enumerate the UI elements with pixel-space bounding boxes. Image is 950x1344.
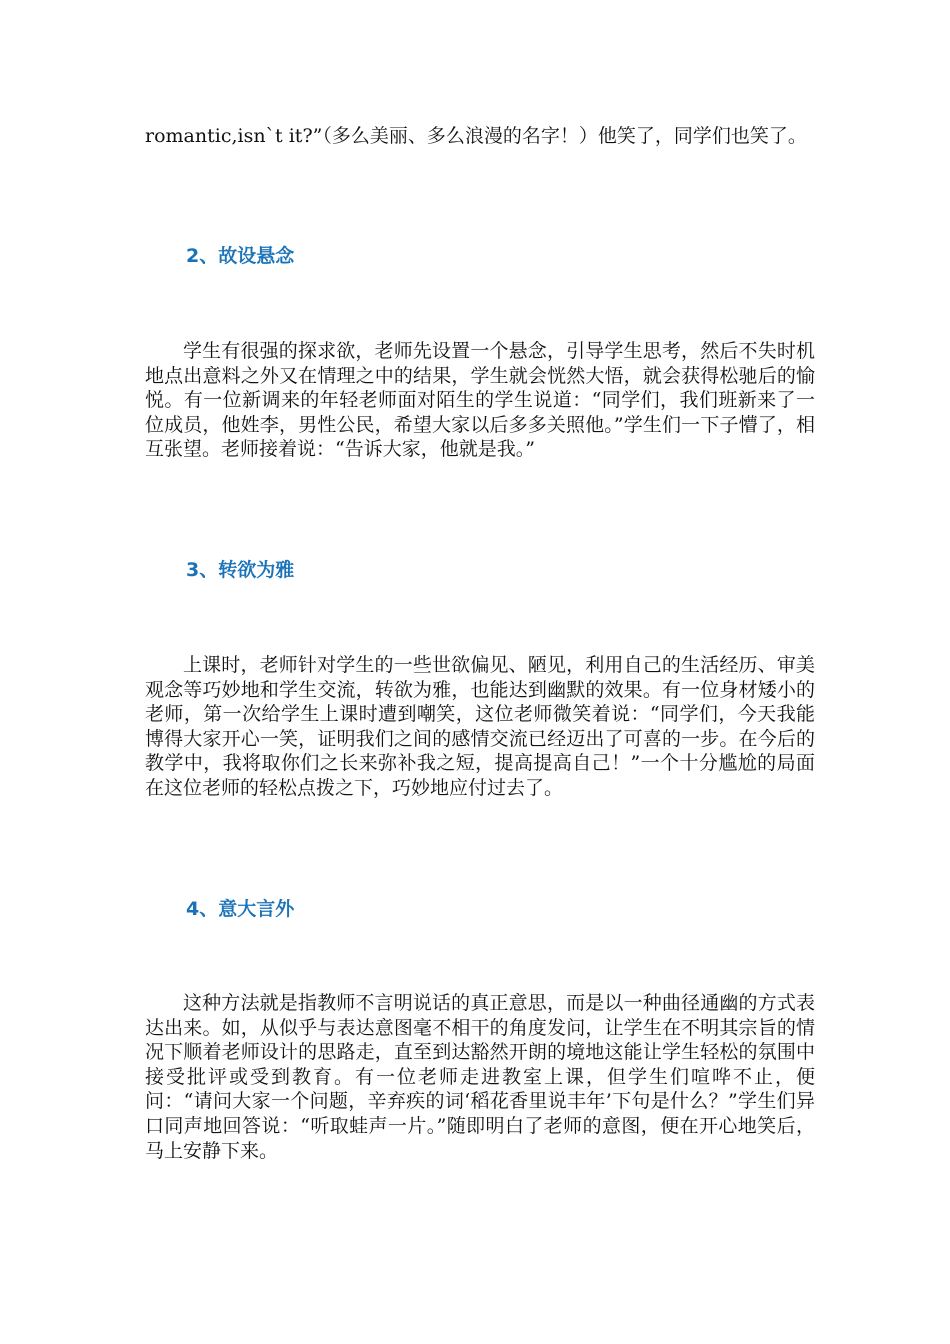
section-heading-4: 4、意大言外 [186, 898, 295, 920]
section-body-2: 学生有很强的探求欲，老师先设置一个悬念，引导学生思考，然后不失时机地点出意料之外又在情理之中的结果，学生就会恍然大悟，就会获得松驰后的愉悦。有一位新调来的年轻老师面对陌生的学生说道：“同学们，我们班新来了一位成员，他姓李，男性公民，希望大家以后多多关照他。”学生们一下子懵了，相互张望。老师接着说：“告诉大家，他就是我。” [145, 340, 815, 461]
intro-paragraph-block [145, 124, 815, 149]
section-body-4: 这种方法就是指教师不言明说话的真正意思，而是以一种曲径通幽的方式表达出来。如，从似乎与表达意图毫不相干的角度发问，让学生在不明其宗旨的情况下顺着老师设计的思路走，直至到达豁然开朗的境地这能让学生轻松的氛围中接受批评或受到教育。有一位老师走进教室上课，但学生们喧哗不止，便问：“请问大家一个问题，辛弃疾的词‘稻花香里说丰年’下句是什么？”学生们异口同声地回答说：“听取蛙声一片。”随即明白了老师的意图，便在开心地笑后，马上安静下来。 [145, 992, 815, 1162]
intro-paragraph: romantic,isn`t it?”（多么美丽、多么浪漫的名字！）他笑了，同学们也笑了。 [145, 125, 807, 147]
section-body-block-3 [145, 653, 815, 801]
section-body-block-2 [145, 339, 815, 462]
section-heading-2: 2、故设悬念 [186, 245, 295, 267]
section-body-3: 上课时，老师针对学生的一些世欲偏见、陋见，利用自己的生活经历、审美观念等巧妙地和学生交流，转欲为雅，也能达到幽默的效果。有一位身材矮小的老师，第一次给学生上课时遭到嘲笑，这位老师微笑着说：“同学们，今天我能博得大家开心一笑，证明我们之间的感情交流已经迈出了可喜的一步。在今后的教学中，我将取你们之长来弥补我之短，提高提高自己！”一个十分尴尬的局面在这位老师的轻松点拨之下，巧妙地应付过去了。 [145, 654, 815, 799]
section-heading-3: 3、转欲为雅 [186, 559, 295, 581]
section-body-block-4 [145, 991, 815, 1163]
